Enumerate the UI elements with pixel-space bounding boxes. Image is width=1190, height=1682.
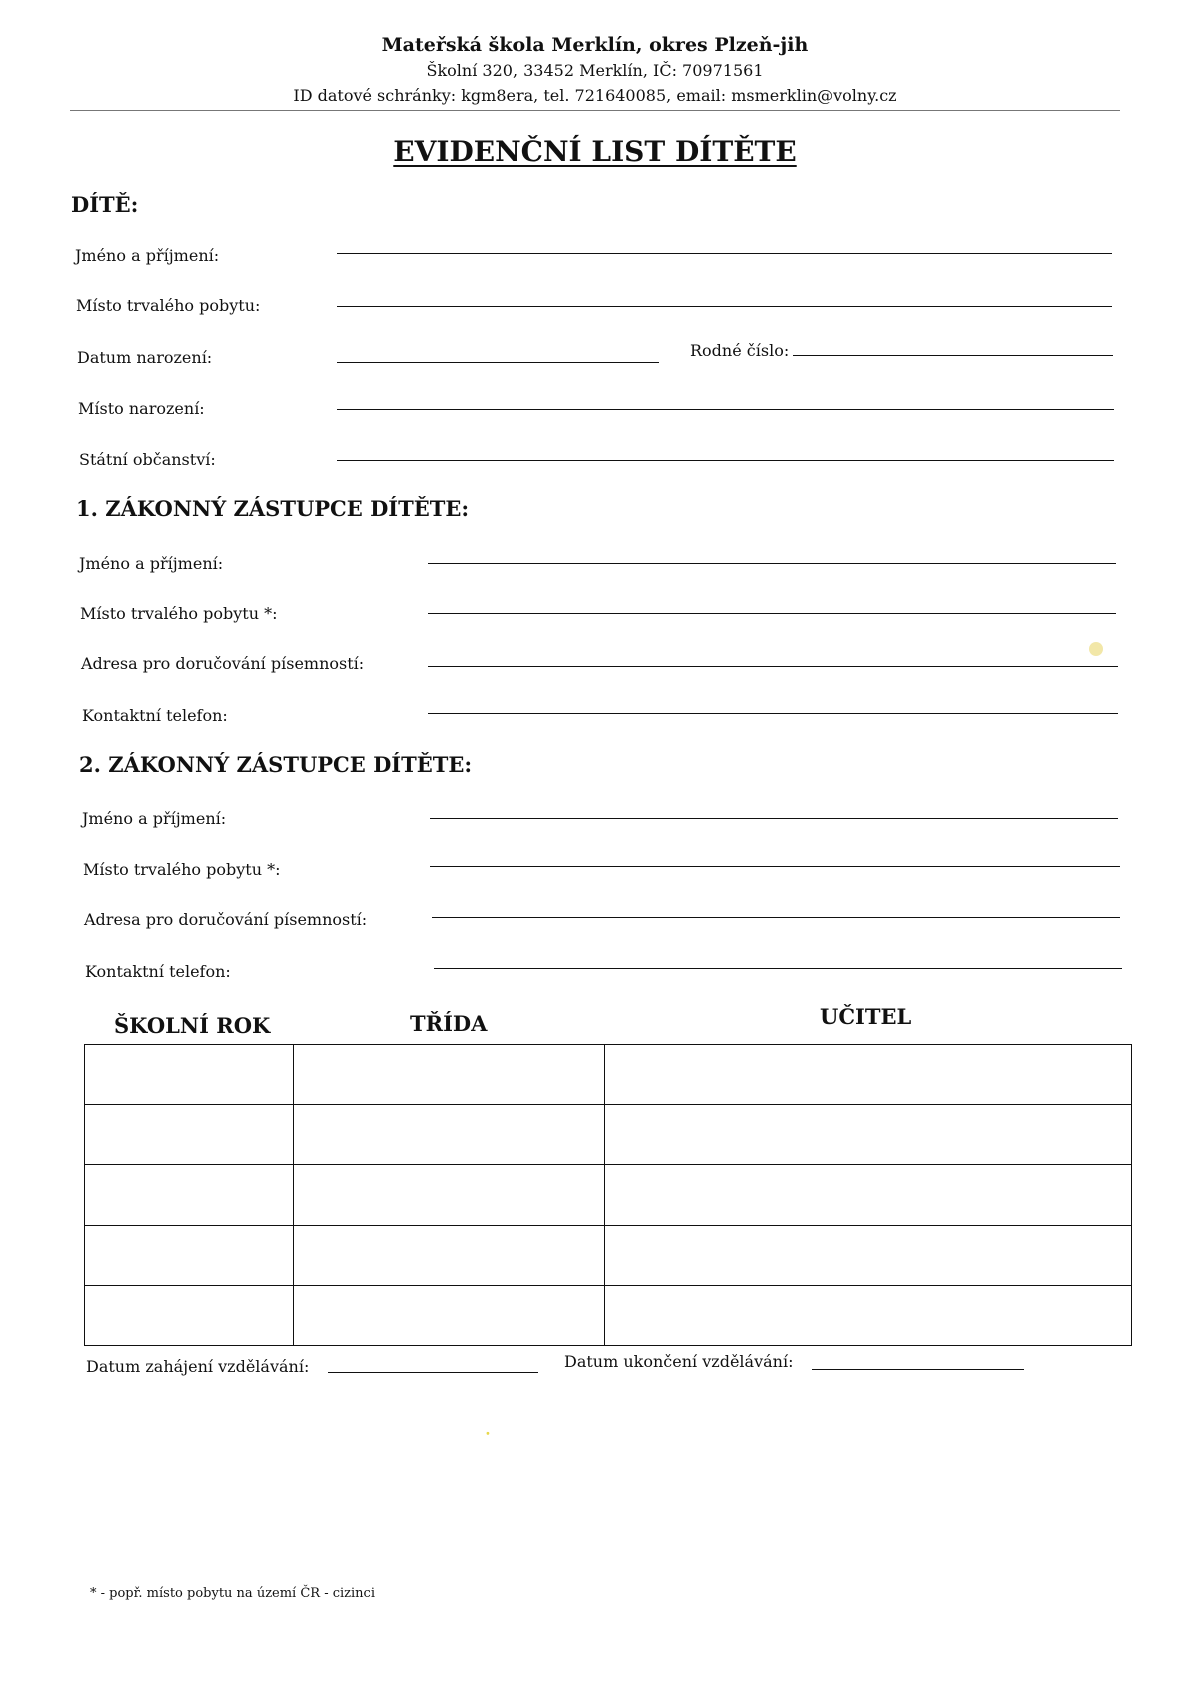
col-header-class: TŘÍDA	[410, 1011, 488, 1036]
guardian1-phone-field[interactable]	[428, 713, 1118, 714]
guardian2-residence-field[interactable]	[430, 866, 1120, 867]
child-citizenship-field[interactable]	[337, 460, 1114, 461]
table-cell-school-year[interactable]	[85, 1105, 294, 1165]
table-row	[85, 1225, 1132, 1285]
school-year-table	[84, 1044, 1132, 1346]
child-heading: DÍTĚ:	[71, 192, 139, 217]
table-cell-school-year[interactable]	[85, 1225, 294, 1285]
child-name-field[interactable]	[337, 253, 1112, 254]
guardian1-delivery-field[interactable]	[428, 666, 1118, 667]
col-header-teacher: UČITEL	[820, 1004, 912, 1029]
guardian2-residence-label: Místo trvalého pobytu *:	[83, 860, 281, 879]
table-cell-teacher[interactable]	[604, 1165, 1132, 1225]
child-citizenship-label: Státní občanství:	[79, 450, 216, 469]
child-residence-label: Místo trvalého pobytu:	[76, 296, 261, 315]
child-birth-number-label: Rodné číslo:	[690, 341, 790, 360]
guardian1-name-field[interactable]	[428, 563, 1116, 564]
child-birth-number-field[interactable]	[793, 355, 1113, 356]
table-row	[85, 1285, 1132, 1345]
table-row	[85, 1045, 1132, 1105]
child-birth-date-label: Datum narození:	[77, 348, 213, 367]
col-header-school-year: ŠKOLNÍ ROK	[114, 1013, 271, 1038]
table-cell-school-year[interactable]	[85, 1165, 294, 1225]
table-cell-teacher[interactable]	[604, 1285, 1132, 1345]
education-end-label: Datum ukončení vzdělávání:	[564, 1352, 794, 1371]
guardian1-name-label: Jméno a příjmení:	[79, 554, 224, 573]
table-cell-class[interactable]	[293, 1165, 604, 1225]
table-row	[85, 1105, 1132, 1165]
guardian2-heading: 2. ZÁKONNÝ ZÁSTUPCE DÍTĚTE:	[79, 752, 473, 777]
guardian2-name-label: Jméno a příjmení:	[82, 809, 227, 828]
child-birth-place-label: Místo narození:	[78, 399, 205, 418]
guardian2-delivery-field[interactable]	[432, 917, 1120, 918]
education-start-field[interactable]	[328, 1372, 538, 1373]
guardian1-residence-field[interactable]	[428, 613, 1116, 614]
header-divider	[70, 110, 1120, 111]
child-residence-field[interactable]	[337, 306, 1112, 307]
table-cell-school-year[interactable]	[85, 1285, 294, 1345]
school-address: Školní 320, 33452 Merklín, IČ: 70971561	[426, 61, 764, 80]
child-name-label: Jméno a příjmení:	[75, 246, 220, 265]
table-cell-class[interactable]	[293, 1285, 604, 1345]
guardian1-residence-label: Místo trvalého pobytu *:	[80, 604, 278, 623]
footnote: * - popř. místo pobytu na území ČR - cizinci	[90, 1586, 375, 1601]
school-contact: ID datové schránky: kgm8era, tel. 721640085, email: msmerklin@volny.cz	[293, 86, 897, 105]
child-birth-place-field[interactable]	[337, 409, 1114, 410]
school-name: Mateřská škola Merklín, okres Plzeň-jih	[381, 34, 809, 56]
table-cell-class[interactable]	[293, 1045, 604, 1105]
table-row	[85, 1165, 1132, 1225]
table-cell-teacher[interactable]	[604, 1225, 1132, 1285]
child-birth-date-field[interactable]	[337, 362, 659, 363]
table-cell-teacher[interactable]	[604, 1045, 1132, 1105]
guardian2-delivery-label: Adresa pro doručování písemností:	[84, 910, 368, 929]
table-cell-teacher[interactable]	[604, 1105, 1132, 1165]
scan-mark: ⸱	[485, 1422, 491, 1447]
table-cell-class[interactable]	[293, 1225, 604, 1285]
page-title: EVIDENČNÍ LIST DÍTĚTE	[393, 135, 797, 168]
guardian2-name-field[interactable]	[430, 818, 1118, 819]
scan-stain	[1089, 642, 1103, 656]
education-end-field[interactable]	[812, 1369, 1024, 1370]
table-cell-school-year[interactable]	[85, 1045, 294, 1105]
education-start-label: Datum zahájení vzdělávání:	[86, 1357, 310, 1376]
guardian2-phone-field[interactable]	[434, 968, 1122, 969]
table-cell-class[interactable]	[293, 1105, 604, 1165]
guardian1-delivery-label: Adresa pro doručování písemností:	[81, 654, 365, 673]
guardian1-heading: 1. ZÁKONNÝ ZÁSTUPCE DÍTĚTE:	[76, 496, 470, 521]
guardian2-phone-label: Kontaktní telefon:	[85, 962, 231, 981]
guardian1-phone-label: Kontaktní telefon:	[82, 706, 228, 725]
